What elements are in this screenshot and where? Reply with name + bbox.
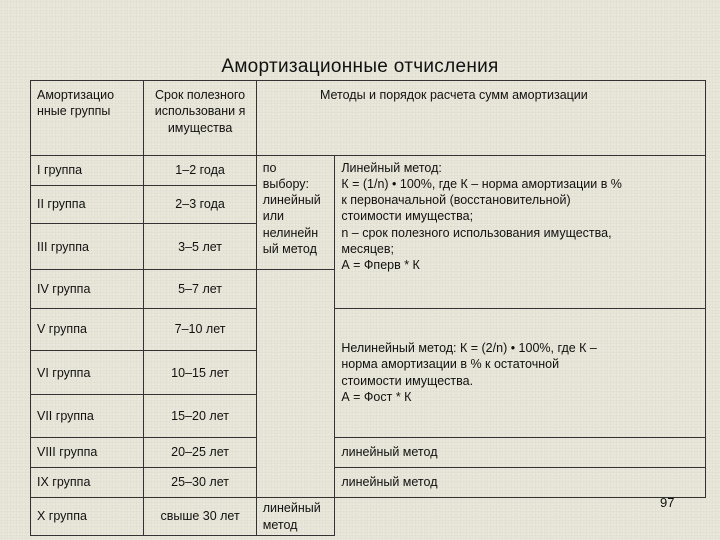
page-title: Амортизационные отчисления xyxy=(221,56,499,77)
term-cell: 15–20 лет xyxy=(144,395,256,437)
group-cell: II группа xyxy=(31,185,144,223)
group-cell: VI группа xyxy=(31,351,144,395)
depreciation-table xyxy=(30,80,706,536)
header-term: Срок полезного использовани я имущества xyxy=(144,81,256,156)
group-cell: I группа xyxy=(31,155,144,185)
term-cell: 2–3 года xyxy=(144,185,256,223)
term-cell: 7–10 лет xyxy=(144,308,256,350)
nonlinear-method-cell: Нелинейный метод: К = (2/n) • 100%, где К – норма амортизации в % к остаточной стоимости имущества. А = Фост * К xyxy=(335,308,706,437)
group-cell: IV группа xyxy=(31,270,144,308)
term-cell: свыше 30 лет xyxy=(144,498,256,536)
header-group: Амортизацио нные группы xyxy=(31,81,144,156)
term-cell: 5–7 лет xyxy=(144,270,256,308)
method-choice-blank xyxy=(256,270,335,498)
page-number: 97 xyxy=(660,495,675,510)
linear-method-cell: Линейный метод: К = (1/n) • 100%, где К – норма амортизации в % к первоначальной (восстановительной) стоимости имущества; n – срок полезного использования имущества, месяцев; А = Фперв * К xyxy=(335,155,706,308)
method-cell: линейный метод xyxy=(256,498,335,536)
term-cell: 20–25 лет xyxy=(144,437,256,467)
method-cell: линейный метод xyxy=(335,437,706,467)
group-cell: X группа xyxy=(31,498,144,536)
group-cell: IX группа xyxy=(31,467,144,497)
group-cell: VIII группа xyxy=(31,437,144,467)
group-cell: III группа xyxy=(31,224,144,270)
term-cell: 3–5 лет xyxy=(144,224,256,270)
term-cell: 1–2 года xyxy=(144,155,256,185)
header-methods: Методы и порядок расчета сумм амортизации xyxy=(256,81,705,156)
method-choice-cell: по выбору: линейный или нелинейн ый метод xyxy=(256,155,335,270)
method-cell: линейный метод xyxy=(335,467,706,497)
term-cell: 10–15 лет xyxy=(144,351,256,395)
group-cell: VII группа xyxy=(31,395,144,437)
group-cell: V группа xyxy=(31,308,144,350)
term-cell: 25–30 лет xyxy=(144,467,256,497)
